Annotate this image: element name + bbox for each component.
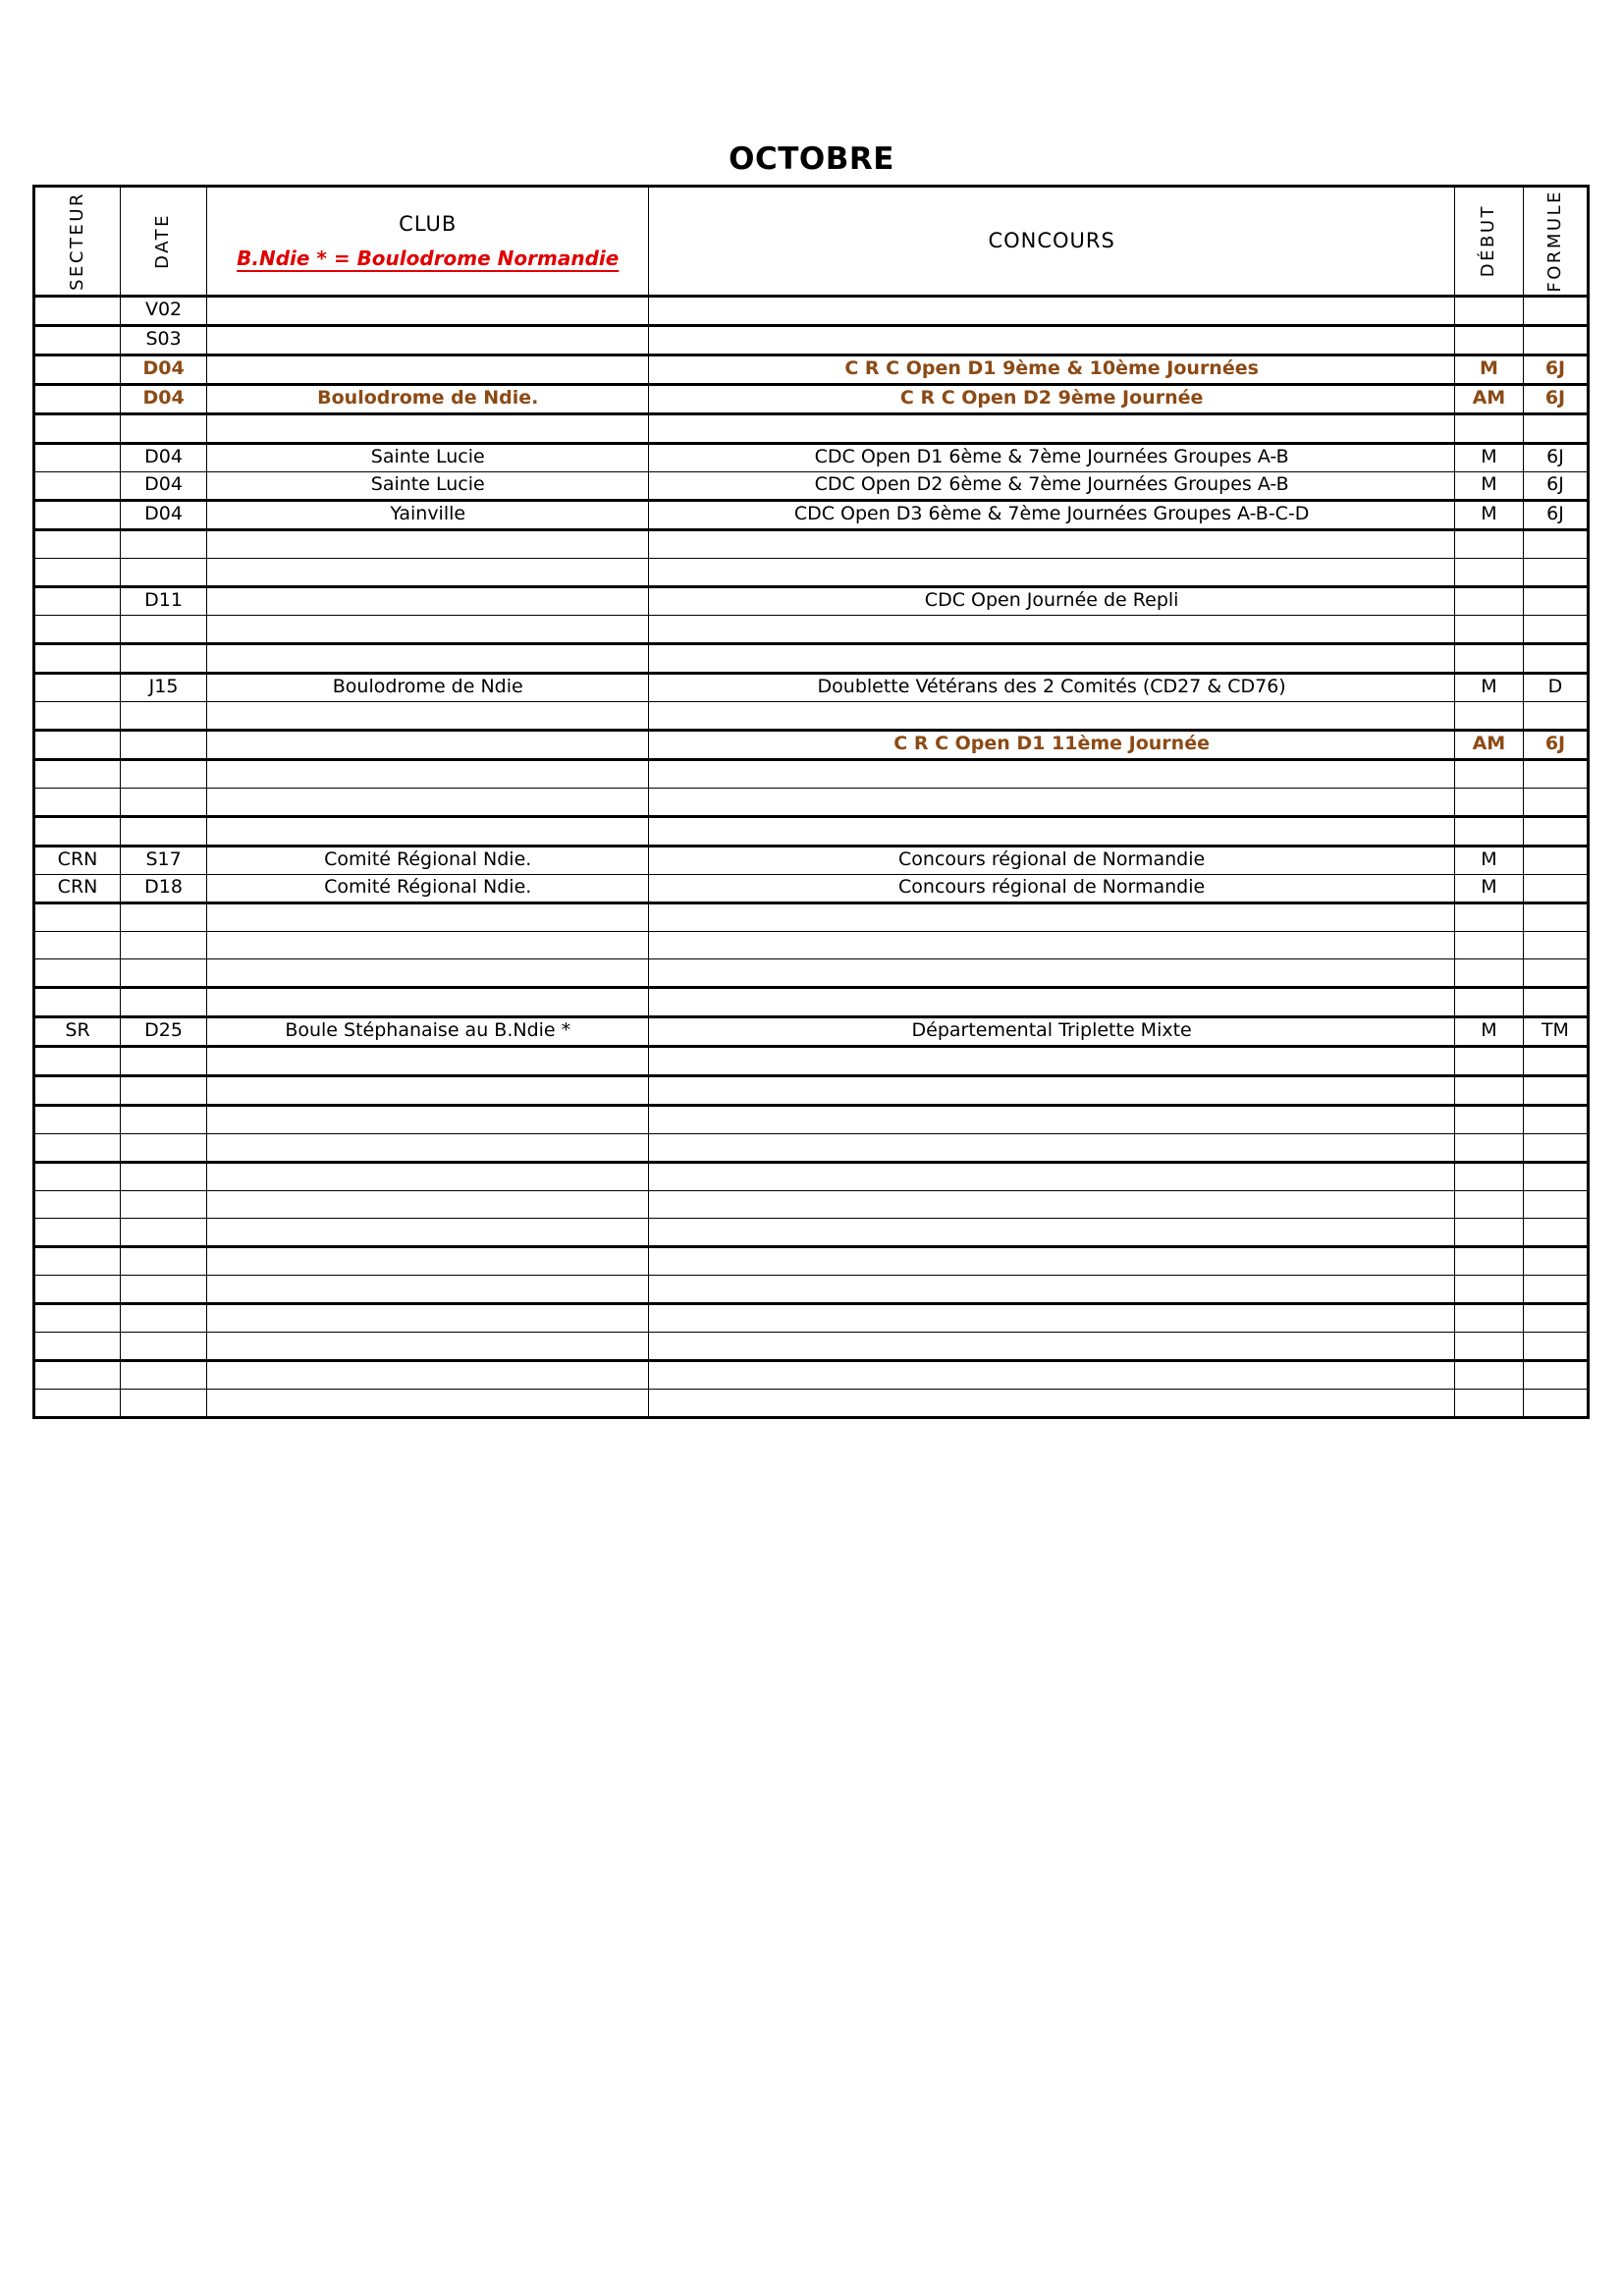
table-row: [34, 931, 1589, 958]
table-cell-date: [121, 902, 207, 931]
table-cell-secteur: [34, 931, 121, 958]
table-cell-date: [121, 1162, 207, 1190]
table-cell-concours: Concours régional de Normandie: [649, 874, 1455, 902]
table-cell-club: [207, 558, 649, 586]
table-cell-concours: [649, 643, 1455, 673]
table-cell-concours: [649, 1046, 1455, 1075]
table-cell-formule: [1523, 1389, 1588, 1417]
table-cell-secteur: [34, 586, 121, 615]
table-row: [34, 355, 1589, 384]
table-row: [34, 471, 1589, 500]
table-row: [34, 759, 1589, 788]
table-cell-concours: CDC Open Journée de Repli: [649, 586, 1455, 615]
table-cell-club: [207, 1275, 649, 1303]
table-cell-date: [121, 1218, 207, 1246]
table-cell-formule: [1523, 1105, 1588, 1133]
table-cell-formule: [1523, 1133, 1588, 1162]
table-row: [34, 529, 1589, 558]
table-cell-club: [207, 1246, 649, 1275]
table-cell-concours: [649, 615, 1455, 643]
table-cell-secteur: [34, 987, 121, 1016]
table-cell-secteur: [34, 413, 121, 443]
table-cell-formule: [1523, 1075, 1588, 1105]
table-cell-concours: [649, 1332, 1455, 1360]
table-cell-date: [121, 1332, 207, 1360]
table-cell-date: [121, 1105, 207, 1133]
table-cell-formule: 6J: [1523, 443, 1588, 471]
column-header-concours-label: CONCOURS: [988, 228, 1115, 252]
table-body: [34, 296, 1589, 1417]
table-cell-secteur: [34, 788, 121, 816]
table-cell-secteur: [34, 1389, 121, 1417]
table-cell-secteur: [34, 902, 121, 931]
table-cell-club: [207, 987, 649, 1016]
table-row: [34, 586, 1589, 615]
table-cell-date: D04: [121, 500, 207, 529]
table-cell-debut: [1454, 1303, 1523, 1332]
table-cell-formule: 6J: [1523, 730, 1588, 759]
table-row: [34, 1075, 1589, 1105]
column-header-debut: [1454, 187, 1523, 297]
table-cell-concours: CDC Open D2 6ème & 7ème Journées Groupes A-B: [649, 471, 1455, 500]
table-cell-debut: [1454, 325, 1523, 355]
table-row: [34, 558, 1589, 586]
table-cell-concours: [649, 759, 1455, 788]
table-cell-concours: [649, 1133, 1455, 1162]
table-row: [34, 1218, 1589, 1246]
table-cell-debut: M: [1454, 1016, 1523, 1046]
table-row: [34, 902, 1589, 931]
table-cell-concours: [649, 1162, 1455, 1190]
table-row: [34, 1360, 1589, 1389]
table-cell-formule: [1523, 1190, 1588, 1218]
table-cell-debut: [1454, 1389, 1523, 1417]
table-cell-date: [121, 643, 207, 673]
table-cell-debut: M: [1454, 846, 1523, 874]
table-cell-secteur: [34, 1046, 121, 1075]
table-row: [34, 413, 1589, 443]
table-cell-club: [207, 958, 649, 987]
table-cell-date: [121, 1046, 207, 1075]
table-cell-secteur: [34, 958, 121, 987]
table-cell-concours: [649, 1218, 1455, 1246]
table-cell-club: [207, 1162, 649, 1190]
table-cell-debut: [1454, 586, 1523, 615]
table-cell-club: [207, 1046, 649, 1075]
table-cell-formule: [1523, 816, 1588, 846]
table-row: [34, 958, 1589, 987]
table-cell-formule: [1523, 586, 1588, 615]
table-row: [34, 846, 1589, 874]
table-cell-date: [121, 1389, 207, 1417]
table-cell-date: [121, 958, 207, 987]
table-cell-secteur: [34, 443, 121, 471]
table-row: [34, 816, 1589, 846]
table-cell-date: [121, 730, 207, 759]
table-cell-club: [207, 1332, 649, 1360]
table-cell-club: Sainte Lucie: [207, 471, 649, 500]
table-cell-date: [121, 1360, 207, 1389]
table-cell-secteur: [34, 471, 121, 500]
table-cell-concours: CDC Open D1 6ème & 7ème Journées Groupes A-B: [649, 443, 1455, 471]
table-row: [34, 384, 1589, 413]
column-header-debut-label: DÉBUT: [1478, 204, 1499, 278]
table-cell-date: [121, 931, 207, 958]
table-cell-formule: 6J: [1523, 384, 1588, 413]
column-header-club-label: CLUB: [399, 211, 458, 236]
table-cell-club: [207, 788, 649, 816]
schedule-table: [32, 185, 1590, 1419]
table-cell-club: Comité Régional Ndie.: [207, 874, 649, 902]
table-cell-formule: [1523, 1246, 1588, 1275]
table-cell-formule: [1523, 296, 1588, 325]
page-title: OCTOBRE: [729, 141, 894, 177]
table-row: [34, 1332, 1589, 1360]
table-cell-concours: [649, 987, 1455, 1016]
table-cell-secteur: [34, 296, 121, 325]
table-cell-club: [207, 730, 649, 759]
table-cell-concours: Doublette Vétérans des 2 Comités (CD27 & CD76): [649, 673, 1455, 701]
table-cell-secteur: [34, 1133, 121, 1162]
table-cell-club: Boulodrome de Ndie: [207, 673, 649, 701]
table-cell-secteur: [34, 1303, 121, 1332]
table-cell-club: [207, 816, 649, 846]
table-row: [34, 1275, 1589, 1303]
table-cell-club: [207, 1360, 649, 1389]
table-row: [34, 325, 1589, 355]
table-row: [34, 296, 1589, 325]
table-cell-date: [121, 1133, 207, 1162]
table-cell-debut: AM: [1454, 384, 1523, 413]
table-cell-formule: [1523, 958, 1588, 987]
table-cell-debut: [1454, 902, 1523, 931]
table-cell-debut: [1454, 701, 1523, 730]
table-cell-date: V02: [121, 296, 207, 325]
table-cell-debut: M: [1454, 500, 1523, 529]
table-cell-debut: [1454, 615, 1523, 643]
table-cell-secteur: [34, 615, 121, 643]
table-cell-debut: [1454, 1046, 1523, 1075]
table-cell-formule: [1523, 1218, 1588, 1246]
table-cell-date: [121, 788, 207, 816]
table-cell-club: [207, 1303, 649, 1332]
table-row: [34, 1389, 1589, 1417]
table-cell-formule: [1523, 413, 1588, 443]
table-cell-club: [207, 759, 649, 788]
table-row: [34, 443, 1589, 471]
table-cell-debut: M: [1454, 471, 1523, 500]
table-cell-formule: [1523, 902, 1588, 931]
table-cell-formule: [1523, 558, 1588, 586]
table-cell-debut: [1454, 788, 1523, 816]
table-cell-date: D04: [121, 384, 207, 413]
column-header-date-label: DATE: [152, 212, 174, 269]
table-cell-debut: [1454, 958, 1523, 987]
table-cell-secteur: [34, 558, 121, 586]
column-header-club: [207, 187, 649, 297]
table-cell-debut: [1454, 1246, 1523, 1275]
table-cell-concours: [649, 788, 1455, 816]
table-cell-debut: [1454, 931, 1523, 958]
table-cell-secteur: [34, 1246, 121, 1275]
table-cell-concours: [649, 1389, 1455, 1417]
table-row: [34, 643, 1589, 673]
table-cell-date: [121, 701, 207, 730]
table-cell-secteur: [34, 1105, 121, 1133]
table-cell-secteur: SR: [34, 1016, 121, 1046]
table-cell-debut: [1454, 1360, 1523, 1389]
table-cell-date: [121, 1190, 207, 1218]
table-cell-debut: M: [1454, 874, 1523, 902]
table-row: [34, 1046, 1589, 1075]
table-cell-concours: [649, 1275, 1455, 1303]
table-cell-concours: Concours régional de Normandie: [649, 846, 1455, 874]
table-cell-formule: [1523, 1332, 1588, 1360]
table-cell-formule: 6J: [1523, 500, 1588, 529]
table-cell-secteur: [34, 325, 121, 355]
table-cell-formule: [1523, 1162, 1588, 1190]
table-cell-date: D04: [121, 443, 207, 471]
table-cell-debut: [1454, 1190, 1523, 1218]
table-cell-date: D04: [121, 471, 207, 500]
table-cell-concours: [649, 413, 1455, 443]
table-cell-date: S17: [121, 846, 207, 874]
table-row: [34, 500, 1589, 529]
table-cell-debut: [1454, 1105, 1523, 1133]
table-cell-concours: [649, 529, 1455, 558]
table-cell-secteur: [34, 1190, 121, 1218]
table-cell-secteur: [34, 384, 121, 413]
table-cell-formule: [1523, 615, 1588, 643]
table-cell-club: [207, 902, 649, 931]
table-cell-debut: [1454, 816, 1523, 846]
column-header-date: [121, 187, 207, 297]
table-cell-debut: [1454, 1275, 1523, 1303]
table-cell-club: [207, 701, 649, 730]
table-row: [34, 730, 1589, 759]
table-row: [34, 1133, 1589, 1162]
table-cell-debut: [1454, 643, 1523, 673]
table-cell-formule: [1523, 846, 1588, 874]
table-cell-club: [207, 1133, 649, 1162]
table-cell-club: [207, 586, 649, 615]
table-cell-secteur: [34, 1075, 121, 1105]
table-cell-debut: M: [1454, 355, 1523, 384]
table-cell-club: [207, 1105, 649, 1133]
table-cell-concours: C R C Open D2 9ème Journée: [649, 384, 1455, 413]
table-cell-date: [121, 987, 207, 1016]
table-cell-debut: [1454, 759, 1523, 788]
table-cell-formule: [1523, 529, 1588, 558]
table-cell-formule: [1523, 759, 1588, 788]
table-cell-secteur: [34, 500, 121, 529]
table-cell-concours: Départemental Triplette Mixte: [649, 1016, 1455, 1046]
table-cell-secteur: [34, 759, 121, 788]
column-header-concours: [649, 187, 1455, 297]
table-header: [34, 187, 1589, 297]
table-cell-formule: [1523, 643, 1588, 673]
table-cell-secteur: CRN: [34, 846, 121, 874]
table-cell-date: [121, 759, 207, 788]
table-cell-debut: [1454, 1075, 1523, 1105]
table-cell-concours: [649, 816, 1455, 846]
table-cell-date: [121, 1275, 207, 1303]
table-cell-debut: [1454, 1133, 1523, 1162]
table-cell-club: [207, 413, 649, 443]
table-cell-concours: [649, 1360, 1455, 1389]
table-cell-secteur: [34, 673, 121, 701]
table-cell-club: Boule Stéphanaise au B.Ndie *: [207, 1016, 649, 1046]
table-row: [34, 1190, 1589, 1218]
table-row: [34, 1105, 1589, 1133]
table-cell-secteur: [34, 529, 121, 558]
table-cell-date: [121, 529, 207, 558]
table-cell-formule: TM: [1523, 1016, 1588, 1046]
table-cell-formule: [1523, 1303, 1588, 1332]
table-cell-formule: [1523, 325, 1588, 355]
table-cell-formule: [1523, 788, 1588, 816]
table-cell-concours: [649, 325, 1455, 355]
table-cell-concours: CDC Open D3 6ème & 7ème Journées Groupes A-B-C-D: [649, 500, 1455, 529]
table-cell-formule: D: [1523, 673, 1588, 701]
table-row: [34, 1016, 1589, 1046]
club-legend-note: B.Ndie * = Boulodrome Normandie: [237, 246, 620, 270]
table-cell-debut: AM: [1454, 730, 1523, 759]
table-cell-club: [207, 325, 649, 355]
table-cell-secteur: [34, 816, 121, 846]
table-cell-concours: [649, 902, 1455, 931]
table-cell-club: Sainte Lucie: [207, 443, 649, 471]
table-header-row: [34, 187, 1589, 297]
table-cell-secteur: CRN: [34, 874, 121, 902]
table-cell-formule: [1523, 931, 1588, 958]
table-cell-secteur: [34, 701, 121, 730]
table-row: [34, 1246, 1589, 1275]
table-cell-club: [207, 296, 649, 325]
table-row: [34, 874, 1589, 902]
table-cell-concours: [649, 1246, 1455, 1275]
table-cell-concours: [649, 701, 1455, 730]
table-cell-club: [207, 1389, 649, 1417]
table-cell-club: [207, 529, 649, 558]
table-cell-date: [121, 558, 207, 586]
table-cell-secteur: [34, 1218, 121, 1246]
table-cell-club: [207, 643, 649, 673]
table-row: [34, 987, 1589, 1016]
table-cell-debut: [1454, 558, 1523, 586]
column-header-formule-label: FORMULE: [1543, 190, 1565, 293]
table-cell-concours: [649, 558, 1455, 586]
table-cell-concours: [649, 1190, 1455, 1218]
table-cell-club: [207, 615, 649, 643]
table-cell-date: [121, 1075, 207, 1105]
table-cell-concours: [649, 1303, 1455, 1332]
table-cell-concours: [649, 931, 1455, 958]
table-cell-date: D25: [121, 1016, 207, 1046]
table-cell-secteur: [34, 730, 121, 759]
table-cell-debut: [1454, 1162, 1523, 1190]
table-cell-formule: [1523, 1046, 1588, 1075]
table-cell-concours: [649, 958, 1455, 987]
table-cell-concours: [649, 1075, 1455, 1105]
table-cell-formule: [1523, 701, 1588, 730]
schedule-table-container: [32, 185, 1590, 1419]
table-cell-secteur: [34, 1360, 121, 1389]
column-header-secteur: [34, 187, 121, 297]
table-cell-secteur: [34, 643, 121, 673]
table-cell-concours: C R C Open D1 11ème Journée: [649, 730, 1455, 759]
table-cell-formule: [1523, 987, 1588, 1016]
table-row: [34, 1303, 1589, 1332]
table-cell-date: D18: [121, 874, 207, 902]
table-cell-formule: [1523, 874, 1588, 902]
table-row: [34, 673, 1589, 701]
table-cell-debut: M: [1454, 443, 1523, 471]
column-header-secteur-label: SECTEUR: [66, 191, 87, 291]
table-cell-debut: [1454, 296, 1523, 325]
table-cell-club: [207, 1190, 649, 1218]
table-row: [34, 615, 1589, 643]
table-cell-debut: M: [1454, 673, 1523, 701]
table-cell-club: [207, 1218, 649, 1246]
table-cell-date: S03: [121, 325, 207, 355]
table-cell-secteur: [34, 1162, 121, 1190]
table-cell-formule: [1523, 1360, 1588, 1389]
table-cell-date: [121, 1246, 207, 1275]
table-cell-club: [207, 931, 649, 958]
table-cell-debut: [1454, 987, 1523, 1016]
table-cell-debut: [1454, 1332, 1523, 1360]
table-cell-date: D04: [121, 355, 207, 384]
table-cell-club: [207, 1075, 649, 1105]
table-cell-formule: 6J: [1523, 471, 1588, 500]
table-cell-date: D11: [121, 586, 207, 615]
table-cell-club: Boulodrome de Ndie.: [207, 384, 649, 413]
table-cell-club: Comité Régional Ndie.: [207, 846, 649, 874]
table-cell-concours: C R C Open D1 9ème & 10ème Journées: [649, 355, 1455, 384]
column-header-formule: [1523, 187, 1588, 297]
table-cell-debut: [1454, 1218, 1523, 1246]
table-cell-debut: [1454, 413, 1523, 443]
table-cell-debut: [1454, 529, 1523, 558]
table-cell-club: Yainville: [207, 500, 649, 529]
table-cell-date: [121, 413, 207, 443]
table-cell-date: [121, 1303, 207, 1332]
table-cell-formule: 6J: [1523, 355, 1588, 384]
table-cell-formule: [1523, 1275, 1588, 1303]
table-cell-concours: [649, 1105, 1455, 1133]
table-cell-club: [207, 355, 649, 384]
table-cell-date: J15: [121, 673, 207, 701]
table-cell-concours: [649, 296, 1455, 325]
table-cell-secteur: [34, 355, 121, 384]
table-cell-secteur: [34, 1275, 121, 1303]
table-row: [34, 701, 1589, 730]
table-cell-date: [121, 615, 207, 643]
table-row: [34, 1162, 1589, 1190]
table-row: [34, 788, 1589, 816]
table-cell-secteur: [34, 1332, 121, 1360]
table-cell-date: [121, 816, 207, 846]
